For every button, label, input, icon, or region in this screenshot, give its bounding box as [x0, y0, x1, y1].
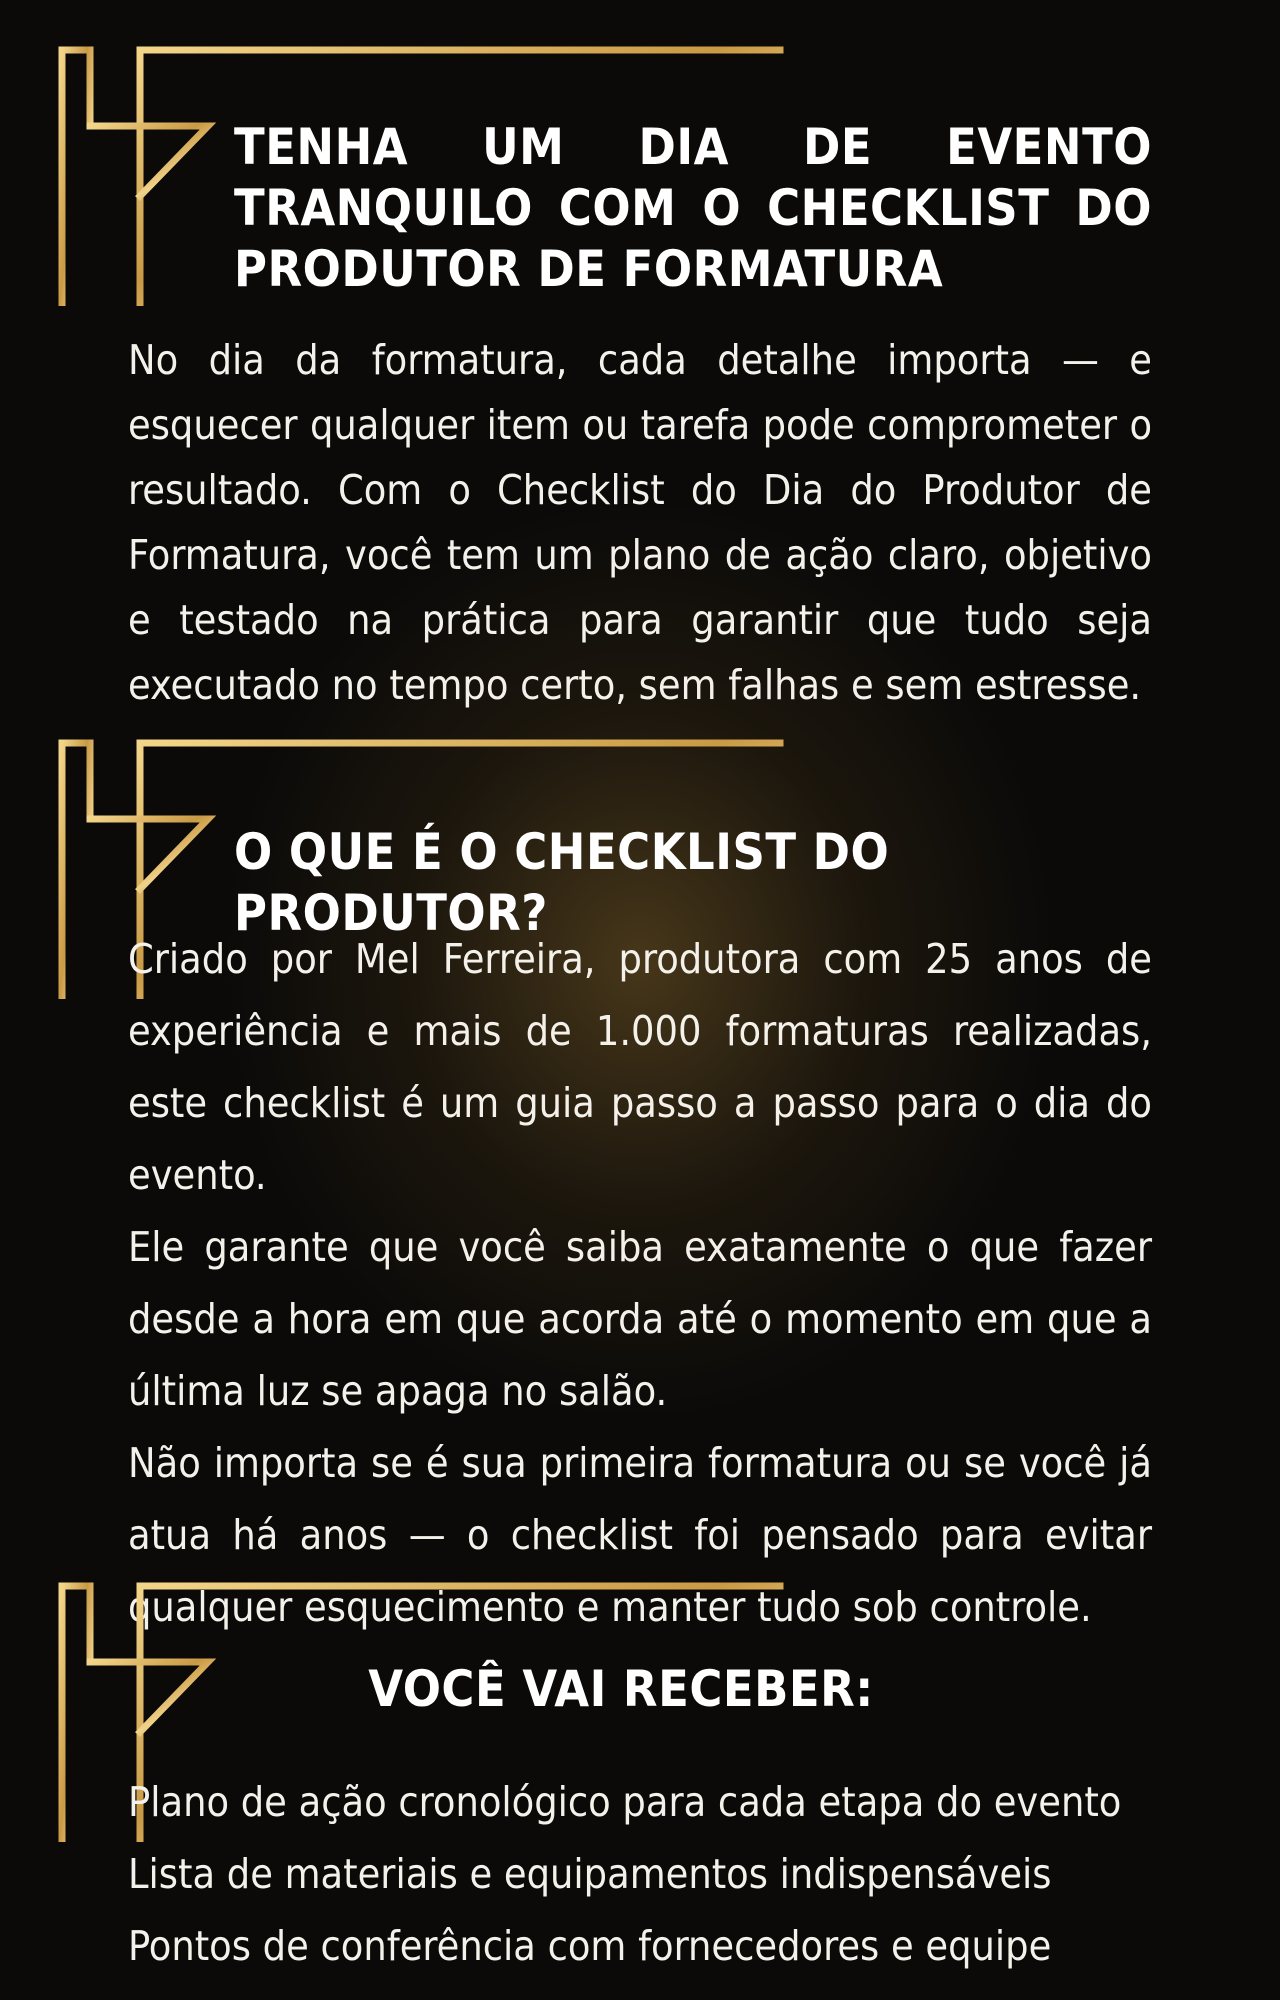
benefits-list [128, 1766, 1188, 1982]
section2-paragraph-1: Criado por Mel Ferreira, produtora com 25 anos de experiência e mais de 1.000 formaturas realizadas, este checklist é um guia passo a passo para o dia do evento. [128, 935, 1152, 1199]
section1-title: TENHA UM DIA DE EVENTO TRANQUILO COM O CHECKLIST DO PRODUTOR DE FORMATURA [234, 118, 1152, 298]
section2-paragraph-3: Não importa se é sua primeira formatura ou se você já atua há anos — o checklist foi pensado para evitar qualquer esquecimento e manter tudo sob controle. [128, 1439, 1152, 1631]
section2-paragraph-2: Ele garante que você saiba exatamente o que fazer desde a hora em que acorda até o momento em que a última luz se apaga no salão. [128, 1223, 1152, 1415]
section3-title: VOCÊ VAI RECEBER: [368, 1660, 874, 1718]
benefit-item: Plano de ação cronológico para cada etapa do evento [128, 1778, 1122, 1826]
benefit-item: Lista de materiais e equipamentos indispensáveis [128, 1850, 1052, 1898]
benefit-item: Pontos de conferência com fornecedores e equipe [128, 1922, 1052, 1970]
section1-body: No dia da formatura, cada detalhe importa — e esquecer qualquer item ou tarefa pode comprometer o resultado. Com o Checklist do Dia do Produtor de Formatura, você tem um plano de ação claro, objetivo e testado na prática para garantir que tudo seja executado no tempo certo, sem falhas e sem estresse. [128, 336, 1152, 709]
section2-title: O QUE É O CHECKLIST DO PRODUTOR? [234, 823, 890, 942]
section2-body [128, 923, 1152, 1643]
